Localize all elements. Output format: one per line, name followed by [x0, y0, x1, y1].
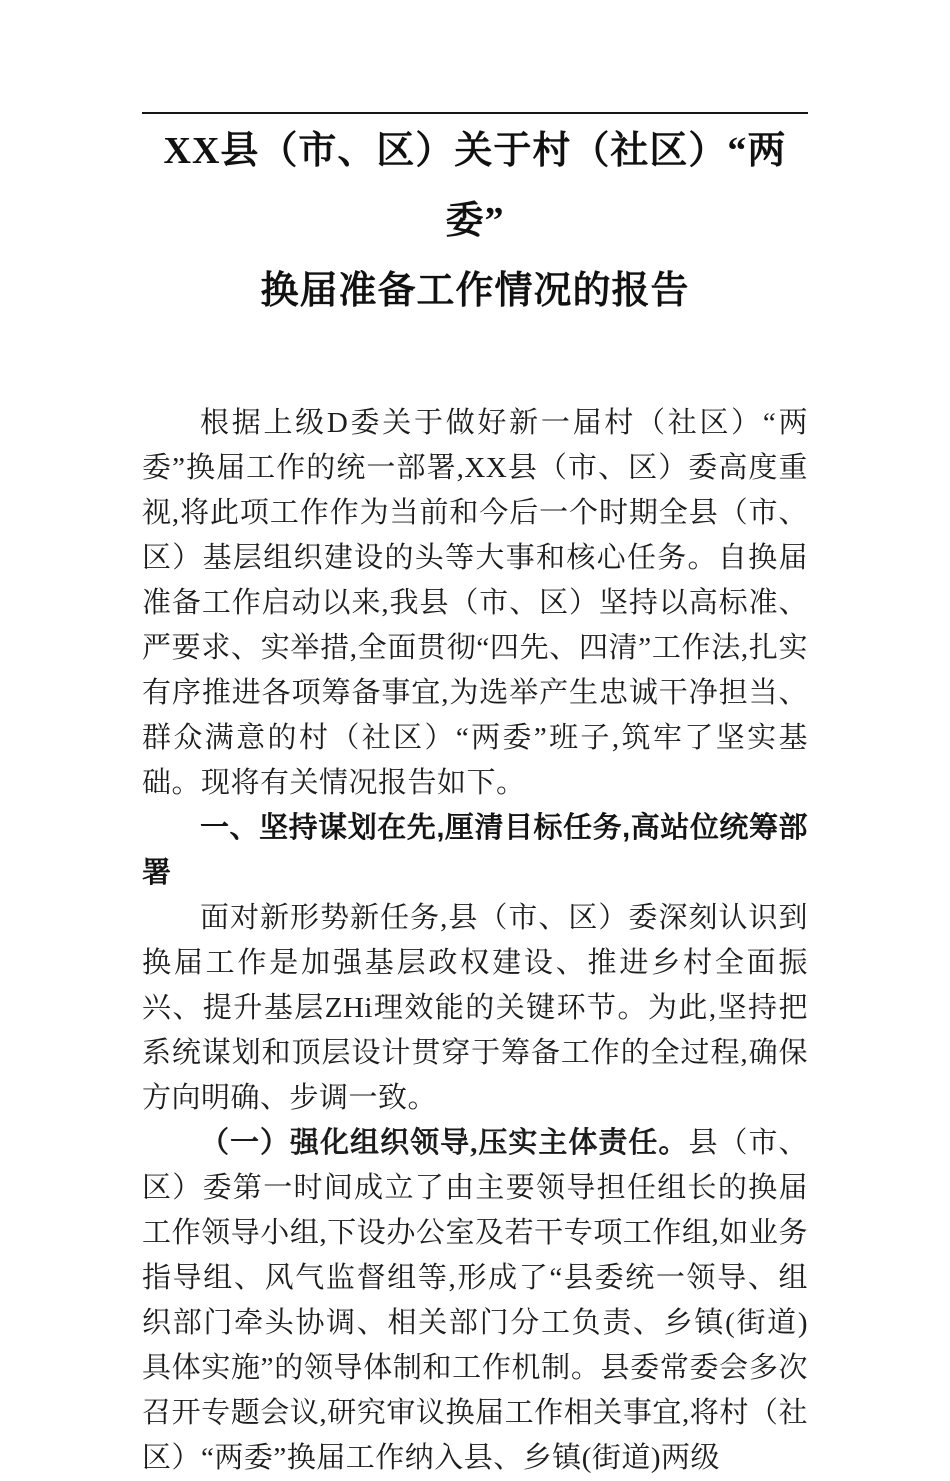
document-page [142, 112, 808, 1481]
paragraph-3-lead: （一）强化组织领导,压实主体责任。 [200, 1127, 689, 1159]
paragraph-2: 面对新形势新任务,县（市、区）委深刻认识到换届工作是加强基层政权建设、推进乡村全面振兴、提升基层ZHi理效能的关键环节。为此,坚持把系统谋划和顶层设计贯穿于筹备工作的全过程,确保方向明确、步调一致。 [142, 902, 808, 1114]
document-body [142, 401, 808, 1481]
opening-paragraph: 根据上级D委关于做好新一届村（社区）“两委”换届工作的统一部署,XX县（市、区）委高度重视,将此项工作作为当前和今后一个时期全县（市、区）基层组织建设的头等大事和核心任务。自换届准备工作启动以来,我县（市、区）坚持以高标准、严要求、实举措,全面贯彻“四先、四清”工作法,扎实有序推进各项筹备事宜,为选举产生忠诚干净担当、群众满意的村（社区）“两委”班子,筑牢了坚实基础。现将有关情况报告如下。 [142, 407, 808, 799]
section-heading-1: 一、坚持谋划在先,厘清目标任务,高站位统筹部署 [142, 812, 808, 889]
title-line-2: 换届准备工作情况的报告 [260, 270, 690, 312]
paragraph-3 [142, 1121, 808, 1481]
document-title [142, 116, 808, 326]
title-separator-rule [142, 112, 808, 114]
title-line-1: XX县（市、区）关于村（社区）“两委” [163, 130, 787, 242]
paragraph-3-text: 县（市、区）委第一时间成立了由主要领导担任组长的换届工作领导小组,下设办公室及若干专项工作组,如业务指导组、风气监督组等,形成了“县委统一领导、组织部门牵头协调、相关部门分工负责、乡镇(街道)具体实施”的领导体制和工作机制。县委常委会多次召开专题会议,研究审议换届工作相关事宜,将村（社区）“两委”换届工作纳入县、乡镇(街道)两级 [142, 1127, 808, 1474]
